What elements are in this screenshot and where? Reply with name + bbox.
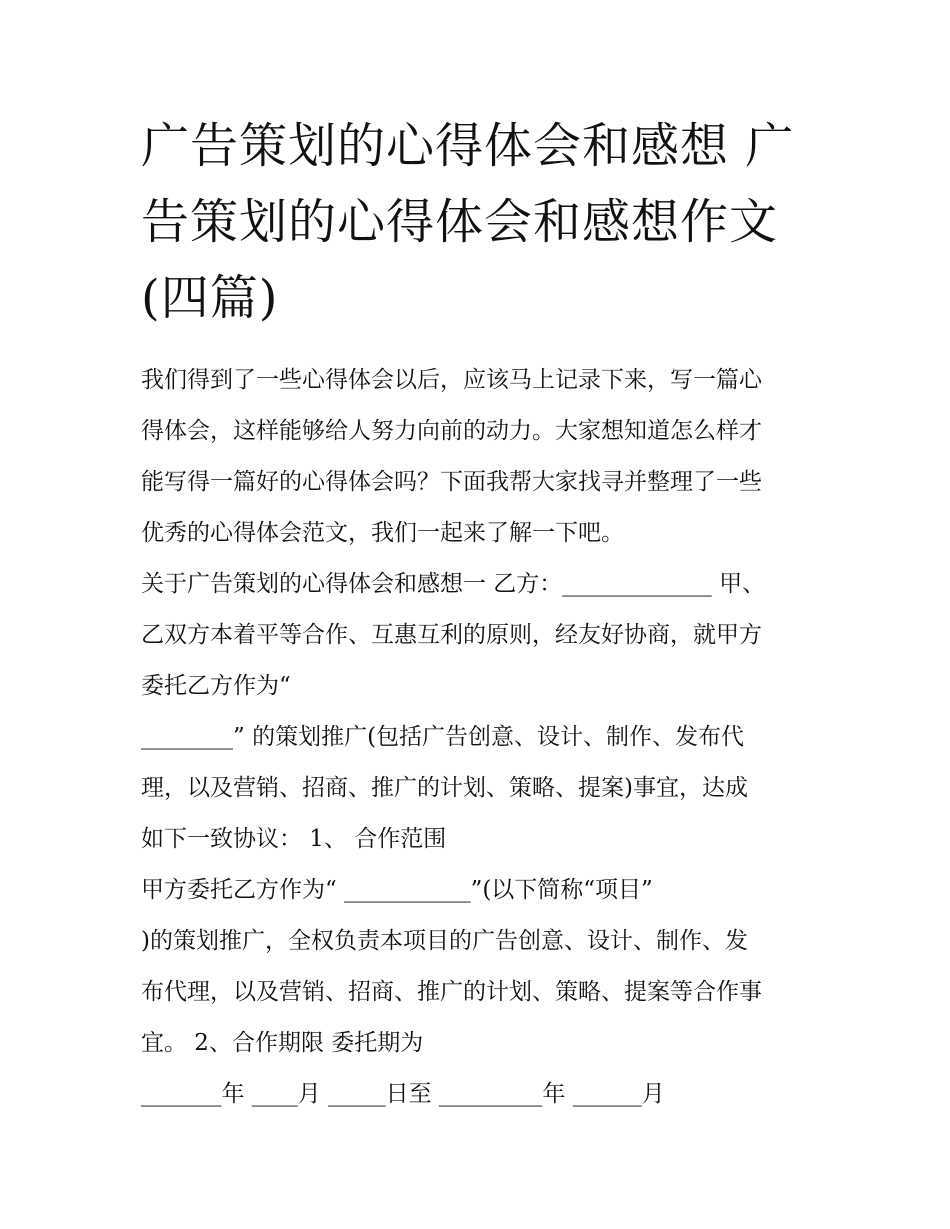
- body-line-6: 乙双方本着平等合作、互惠互利的原则，经友好协商，就甲方: [141, 622, 762, 648]
- title-line-3: (四篇): [141, 270, 279, 326]
- body-line-15: _______年 ____月 _____日至 _________年 ______月: [141, 1081, 665, 1107]
- body-line-11: 甲方委托乙方作为“ ___________”(以下简称“项目”: [141, 877, 653, 903]
- body-line-3: 能写得一篇好的心得体会吗？下面我帮大家找寻并整理了一些: [141, 469, 762, 495]
- body-line-10: 如下一致协议： 1、 合作范围: [141, 826, 447, 852]
- body-line-8: ________” 的策划推广(包括广告创意、设计、制作、发布代: [141, 724, 745, 750]
- body-line-14: 宜。 2、合作期限 委托期为: [141, 1030, 424, 1056]
- document-page: [141, 108, 821, 1120]
- document-title: [141, 108, 821, 336]
- body-line-12: )的策划推广，全权负责本项目的广告创意、设计、制作、发: [141, 928, 748, 954]
- body-line-5: 关于广告策划的心得体会和感想一 乙方：_____________ 甲、: [141, 571, 766, 597]
- body-line-2: 得体会，这样能够给人努力向前的动力。大家想知道怎么样才: [141, 418, 762, 444]
- document-body: [141, 355, 821, 1120]
- title-line-1: 广告策划的心得体会和感想 广: [141, 118, 795, 174]
- body-line-13: 布代理，以及营销、招商、推广的计划、策略、提案等合作事: [141, 979, 762, 1005]
- body-line-1: 我们得到了一些心得体会以后，应该马上记录下来，写一篇心: [141, 367, 762, 393]
- body-line-4: 优秀的心得体会范文，我们一起来了解一下吧。: [141, 520, 624, 546]
- title-line-2: 告策划的心得体会和感想作文: [141, 194, 779, 250]
- body-line-9: 理，以及营销、招商、推广的计划、策略、提案)事宜，达成: [141, 775, 748, 801]
- body-line-7: 委托乙方作为“: [141, 673, 291, 699]
